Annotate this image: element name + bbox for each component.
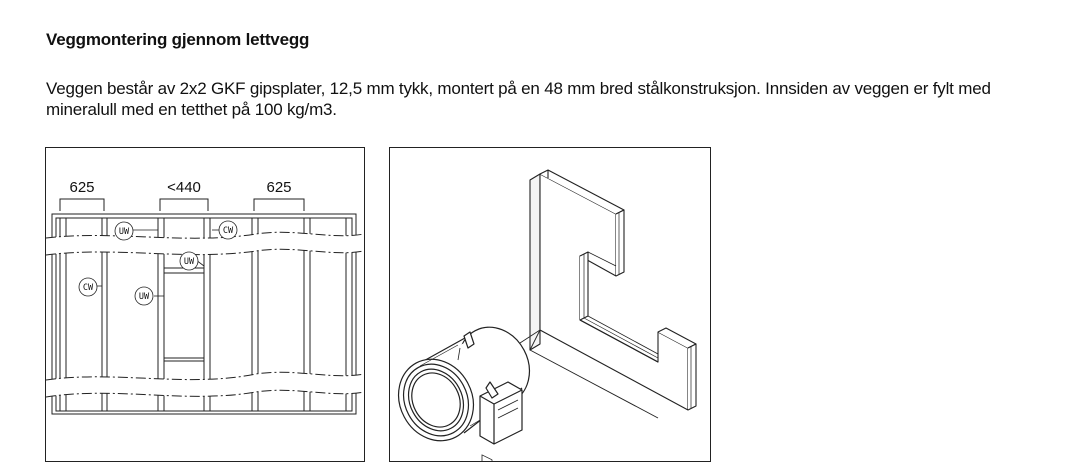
tag-uw-side: UW <box>138 292 150 302</box>
break-band-top <box>46 232 364 255</box>
tag-cw-top: CW <box>222 226 234 236</box>
fire-damper-wall-installation-icon <box>390 148 710 461</box>
tag-cw-left: CW <box>82 283 94 293</box>
damper-installation-drawing <box>389 147 711 462</box>
wall-framing-drawing <box>45 147 365 462</box>
tag-uw-top: UW <box>118 227 130 237</box>
tag-uw-opening: UW <box>183 257 195 267</box>
dimension-label-right: 625 <box>266 179 292 196</box>
section-title: Veggmontering gjennom lettvegg <box>46 30 310 49</box>
dimension-label-middle: <440 <box>167 179 201 196</box>
dimension-lines <box>60 199 304 211</box>
wall-framing-svg <box>46 148 364 461</box>
dimension-label-left: 625 <box>69 179 95 196</box>
wall-description: Veggen består av 2x2 GKF gipsplater, 12,5 mm tykk, montert på en 48 mm bred stålkonstruksjon. Innsiden av veggen er fylt med mineralull med en tetthet på 100 kg/m3. <box>46 79 991 119</box>
break-band-bottom <box>46 372 364 397</box>
